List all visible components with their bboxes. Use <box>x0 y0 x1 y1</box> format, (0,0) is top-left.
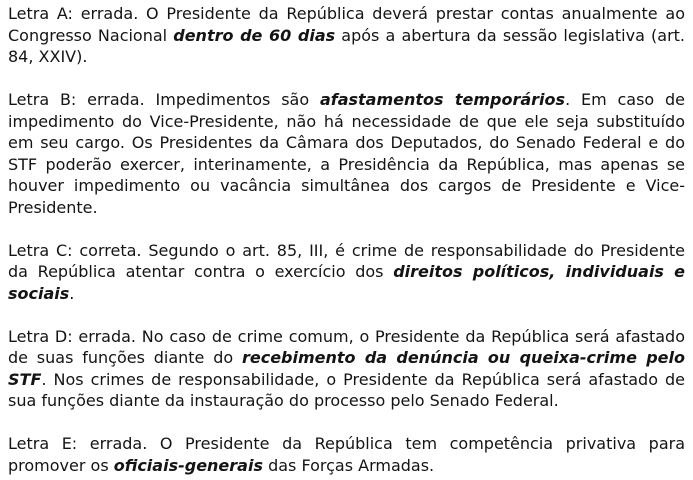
text-segment: . Nos crimes de responsabilidade, o Presidente da República será afastado de sua funções diante da instauração do processo pelo Senado Federal. <box>8 369 685 410</box>
paragraph-letra-e <box>8 433 685 476</box>
paragraph-letra-c <box>8 240 685 305</box>
text-segment: . <box>69 283 75 303</box>
paragraph-letra-b <box>8 89 685 218</box>
text-segment: após a abertura da sessão legislativa (art. 84, XXIV). <box>8 25 686 66</box>
emphasized-text: dentro de 60 dias <box>173 25 336 45</box>
paragraph-letra-a <box>8 3 685 68</box>
text-segment: Letra D: errada. No caso de crime comum, o Presidente da República será afastado de suas funções diante do <box>8 326 685 367</box>
text-segment: das Forças Armadas. <box>262 455 435 475</box>
emphasized-text: oficiais-generais <box>113 455 263 475</box>
text-segment: Letra A: errada. O Presidente da República deverá prestar contas anualmente ao Congresso Nacional <box>8 4 685 45</box>
emphasized-text: recebimento da denúncia ou queixa-crime pelo STF <box>8 348 685 389</box>
emphasized-text: direitos políticos, individuais e sociais <box>8 262 685 303</box>
text-segment: Letra C: correta. Segundo o art. 85, III, é crime de responsabilidade do Presidente da República atentar contra o exercício dos <box>8 240 685 281</box>
emphasized-text: afastamentos temporários <box>319 90 566 109</box>
text-segment: Letra E: errada. O Presidente da República tem competência privativa para promover os <box>8 434 685 475</box>
text-segment: . Em caso de impedimento do Vice-Presidente, não há necessidade de que ele seja substituído em seu cargo. Os Presidentes da Câmara dos Deputados, do Senado Federal e do STF poderão exercer, interinamente, a Presidência da República, mas apenas se houver impedimento ou vacância simultânea dos cargos de Presidente e Vice-Presidente. <box>8 90 686 217</box>
text-segment: Letra B: errada. Impedimentos são <box>8 90 320 109</box>
paragraph-letra-d <box>8 326 685 412</box>
